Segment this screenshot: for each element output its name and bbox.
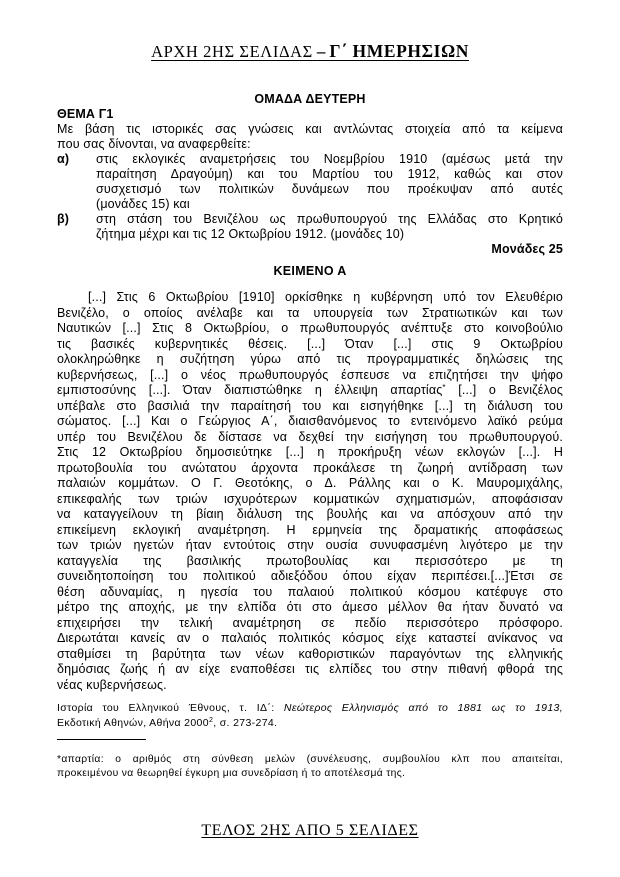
footnote-line: προκειμένου να θεωρηθεί έγκυρη μια συνεδρίαση ή το αποτέλεσμά της. (57, 768, 406, 779)
question-item-line: ζήτημα μέχρι και τις 12 Οκτωβρίου 1912. (μονάδες 10) (96, 227, 405, 241)
passage-line-text: [...] ο Βενιζέλος (445, 383, 563, 398)
question-intro (57, 122, 563, 152)
passage-line: δημόσιας ζωής ή αν είχε εναποθέσει τις ελπίδες του στην πιθανή φθορά της (57, 662, 563, 677)
footnote-line: *απαρτία: ο αριθμός στη σύνθεση μελών (συνέλευσης, συμβουλίου κλπ που απαιτείται, (57, 754, 563, 765)
header-exam-label: Γ΄ ΗΜΕΡΗΣΙΩΝ (329, 41, 469, 61)
question-item-label: α) (57, 152, 70, 166)
passage-line: [...] Στις 6 Οκτωβρίου [1910] ορκίσθηκε η κυβέρνηση υπό τον Ελευθέριο (88, 290, 563, 304)
question-item-line: συσχετισμό των πολιτικών δυνάμεων που προέκυψαν από αυτές (96, 182, 563, 196)
question-intro-line: Με βάση τις ιστορικές σας γνώσεις και αντλώντας στοιχεία από τα κείμενα (57, 122, 563, 136)
passage-line: επικεφαλής των τριών ισχυρότερων κομματικών σχηματισμών, αποφάσισαν (57, 491, 563, 506)
passage-line: τις βασικές κυβερνητικές θέσεις. [...] Όταν [...] στις 9 Οκτωβρίου (57, 336, 563, 351)
footnote-marker: * (442, 383, 446, 393)
citation-line (57, 701, 563, 716)
passage-line: Στις 12 Οκτωβρίου δημοσιεύτηκε [...] η προκήρυξη νέων εκλογών [...]. Η (57, 445, 563, 460)
citation-pages: , σ. 273-274. (213, 717, 278, 729)
footnote-divider (57, 739, 146, 740)
question-item-line: στη στάση του Βενιζέλου ως πρωθυπουργού της Ελλάδας στο Κρητικό (96, 212, 563, 226)
question-item-label: β) (57, 212, 70, 226)
passage-line (57, 383, 563, 399)
question-item-line: (μονάδες 15) και (96, 197, 190, 211)
passage-line: των τριών ηγετών ήταν εντούτοις στην ουσία συνυφασμένη λιγότερο με την (57, 538, 563, 553)
question-item-text (96, 212, 563, 242)
passage-line: ολοκληρώθηκε η συζήτηση γύρω από τις προγραμματικές δηλώσεις της (57, 352, 563, 367)
passage-line: νέας κυβερνήσεως. (57, 677, 167, 692)
passage-line: σώματος. [...] Και ο Γεώργιος Α΄, διαισθανόμενος το εντεινόμενο λαϊκό ρεύμα (57, 414, 563, 429)
total-points: Μονάδες 25 (491, 242, 563, 256)
header-page-label: ΑΡΧΗ 2ΗΣ ΣΕΛΙΔΑΣ (151, 42, 313, 61)
question-item-text (96, 152, 563, 212)
passage-line: θέση αδυναμίας, η ηγεσία του παλαιού πολιτικού κόσμου κατέφυγε στο (57, 584, 563, 599)
citation-publisher: Εκδοτική Αθηνών, Αθήνα 2000 (57, 717, 209, 729)
passage-line: κυβερνήσεως, [...] ο νέος πρωθυπουργός έσπευσε να επιζητήσει την ψήφο (57, 367, 563, 382)
question-item-line: παραίτηση Δραγούμη) και του Μαρτίου του 1912, καθώς και στον (96, 167, 563, 181)
source-citation (57, 701, 563, 731)
text-a-title: ΚΕΙΜΕΝΟ Α (273, 264, 347, 278)
passage-line: υπέρ του Βενιζέλου δε δίστασε να δεχθεί την εισήγηση του πρωθυπουργού. (57, 429, 563, 444)
passage-line: Βενιζέλο, ο οποίος ανέλαβε και τα υπουργεία των Στρατιωτικών και των (57, 305, 563, 320)
passage-line-text: εμπιστοσύνης [...]. Όταν διαπιστώθηκε η έλλειψη απαρτίας (57, 383, 443, 398)
passage-line: καταγγελία της βασιλικής πρωτοβουλίας και περισσότερο με τη (57, 553, 563, 568)
page-header (0, 40, 620, 64)
page-footer-text: ΤΕΛΟΣ 2ΗΣ ΑΠΟ 5 ΣΕΛΙΔΕΣ (201, 822, 419, 839)
passage-line: παλαιών κομμάτων. Ο Γ. Θεοτόκης, ο Δ. Ράλλης και ο Κ. Μαυρομιχάλης, (57, 476, 563, 491)
citation-line (57, 716, 563, 731)
page-header-text (151, 41, 469, 61)
passage-line: Ναυτικών [...] Στις 8 Οκτωβρίου, ο πρωθυπουργός ανέπτυξε στο κοινοβούλιο (57, 321, 563, 336)
page-footer (0, 822, 620, 840)
citation-source: Ιστορία του Ελληνικού Έθνους, τ. ΙΔ΄: (57, 702, 284, 714)
question-item-a (57, 152, 563, 212)
footnote (57, 753, 563, 781)
passage-line: επικείμενη εκλογική αναμέτρηση. Η ερμηνεία της δραματικής αποφάσεως (57, 522, 563, 537)
passage-line: επιχειρήσει την τελική αναμέτρηση σε πεδίο περισσότερο πρόσφορο. (57, 615, 563, 630)
question-item-b (57, 212, 563, 242)
citation-edition-superscript: 2 (208, 717, 214, 724)
passage-line: Διερωτάται κανείς αν ο παλαιός πολιτικός κόσμος είχε καταστεί ανίκανος να (57, 631, 563, 646)
passage-line: συνειδητοποίηση του πολιτικού αδιεξόδου όπου είχαν περιπέσει.[...]Έτσι σε (57, 569, 563, 584)
question-section (57, 92, 563, 257)
question-title: ΘΕΜΑ Γ1 (57, 107, 114, 121)
question-item-line: στις εκλογικές αναμετρήσεις του Νοεμβρίου 1910 (αμέσως μετά την (96, 152, 563, 166)
question-intro-line: που σας δίνονται, να αναφερθείτε: (57, 137, 251, 151)
text-a-passage (57, 290, 563, 693)
group-title: ΟΜΑΔΑ ΔΕΥΤΕΡΗ (254, 92, 366, 106)
passage-line: πρωτοβουλία του ανώτατου άρχοντα προκάλεσε τη ζωηρή αντίδραση των (57, 460, 563, 475)
passage-line: να καταγγείλουν τη βίαιη διάλυση της βουλής και να απόσχουν από την (57, 507, 563, 522)
citation-volume-title: Νεώτερος Ελληνισμός από το 1881 ως το 1913, (283, 702, 563, 714)
passage-line: σταθμίσει τη βαρύτητα των νέων καθοριστικών παραγόντων της ελληνικής (57, 646, 563, 661)
passage-line: υπέβαλε στο βασιλιά την παραίτησή του και εισηγήθηκε [...] τη διάλυση του (57, 398, 563, 413)
header-separator: – (316, 42, 326, 61)
passage-line: μέτρο της αποχής, με την ελπίδα ότι στο άμεσο μέλλον θα ήταν δυνατό να (57, 600, 563, 615)
